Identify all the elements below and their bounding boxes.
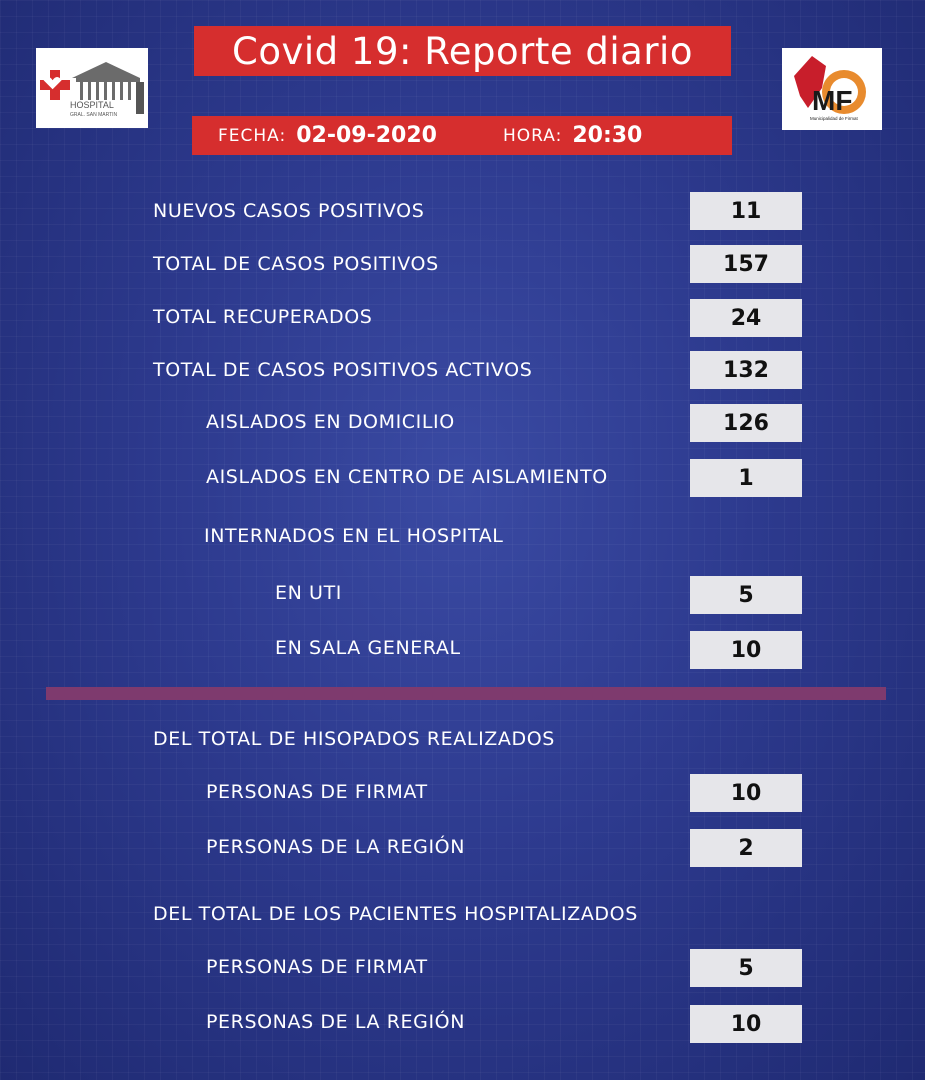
recovered-value: 24 [690,299,802,337]
hospitalized-region-label: PERSONAS DE LA REGIÓN [206,1011,466,1033]
time-label: HORA: [502,125,563,146]
municipality-caption: Municipalidad de Firmat [810,116,858,121]
swabs-region-value: 2 [690,829,802,867]
municipality-emblem-icon [782,48,882,130]
new-cases-label: NUEVOS CASOS POSITIVOS [153,200,425,222]
hospital-name-text: HOSPITAL [70,100,114,110]
time-value: 20:30 [572,123,643,148]
hospital-subname-text: GRAL. SAN MARTIN [70,112,118,118]
report-title-text: Covid 19: Reporte diario [232,29,693,73]
general-ward-value: 10 [690,631,802,669]
swabs-heading: DEL TOTAL DE HISOPADOS REALIZADOS [153,728,555,750]
home-isolated-label: AISLADOS EN DOMICILIO [206,411,455,433]
date-label: FECHA: [218,125,287,146]
swabs-firmat-value: 10 [690,774,802,812]
active-cases-value: 132 [690,351,802,389]
date-value: 02-09-2020 [296,123,437,148]
total-cases-label: TOTAL DE CASOS POSITIVOS [153,253,439,275]
general-ward-label: EN SALA GENERAL [275,637,461,659]
date-time-bar [192,116,732,155]
swabs-region-label: PERSONAS DE LA REGIÓN [206,836,466,858]
hospitalized-region-value: 10 [690,1005,802,1043]
icu-value: 5 [690,576,802,614]
recovered-label: TOTAL RECUPERADOS [153,306,373,328]
hospitalized-firmat-value: 5 [690,949,802,987]
icu-label: EN UTI [275,582,342,604]
center-isolated-value: 1 [690,459,802,497]
municipality-logo [782,48,882,130]
active-cases-label: TOTAL DE CASOS POSITIVOS ACTIVOS [153,359,533,381]
total-cases-value: 157 [690,245,802,283]
hospitalized-heading: DEL TOTAL DE LOS PACIENTES HOSPITALIZADOS [153,903,638,925]
municipality-initials: MF [812,85,853,116]
hospital-building-icon [36,48,148,128]
report-title [194,26,731,76]
hospital-logo [36,48,148,128]
new-cases-value: 11 [690,192,802,230]
center-isolated-label: AISLADOS EN CENTRO DE AISLAMIENTO [206,466,608,488]
section-divider [46,687,886,700]
home-isolated-value: 126 [690,404,802,442]
hospitalized-firmat-label: PERSONAS DE FIRMAT [206,956,428,978]
swabs-firmat-label: PERSONAS DE FIRMAT [206,781,428,803]
hospitalized-label: INTERNADOS EN EL HOSPITAL [204,525,504,547]
